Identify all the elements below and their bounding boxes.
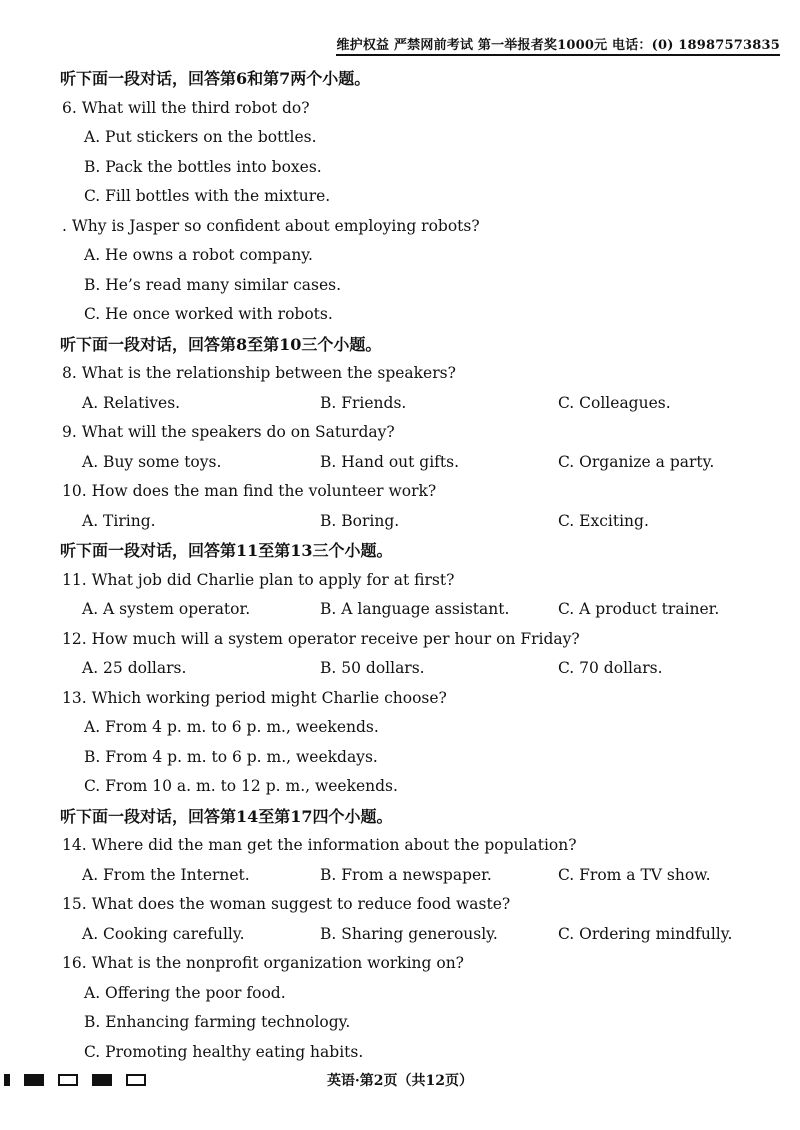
option-b: B. Sharing generously. — [320, 924, 498, 943]
option-text: A. He owns a robot company. — [84, 246, 313, 264]
page-footer: 英语·第2页（共12页） — [326, 1073, 474, 1089]
question-text: 10. How does the man find the volunteer work? — [62, 482, 437, 500]
option-text: A. Put stickers on the bottles. — [84, 128, 317, 146]
option-text: C. From 10 a. m. to 12 p. m., weekends. — [84, 777, 398, 795]
option-b: B. Hand out gifts. — [320, 452, 460, 471]
option-text: C. Fill bottles with the mixture. — [84, 187, 331, 205]
question-text: 14. Where did the man get the information about the population? — [62, 836, 577, 854]
options-row — [62, 389, 782, 419]
question-text: 16. What is the nonprofit organization working on? — [62, 954, 464, 972]
option-a: A. Buy some toys. — [82, 452, 222, 471]
header-note: 维护权益 严禁网前考试 第一举报者奖1000元 电话：(0) 18987573835 — [336, 34, 780, 56]
option-text: B. Pack the bottles into boxes. — [84, 157, 322, 176]
question-list — [62, 64, 782, 1067]
option-c: C. From a TV show. — [558, 865, 711, 884]
option-text: A. From 4 p. m. to 6 p. m., weekends. — [84, 718, 379, 736]
question-text: 15. What does the woman suggest to reduce food waste? — [62, 895, 511, 913]
section-instruction: 听下面一段对话，回答第6和第7两个小题。 — [60, 69, 371, 88]
option-a: A. 25 dollars. — [82, 659, 187, 677]
question-text: 6. What will the third robot do? — [62, 98, 310, 117]
option-c: C. Ordering mindfully. — [558, 924, 733, 943]
question-text: 12. How much will a system operator receive per hour on Friday? — [62, 629, 580, 648]
option-a: A. From the Internet. — [82, 865, 250, 884]
option-c: C. Colleagues. — [558, 393, 671, 412]
option-b: B. Boring. — [320, 511, 400, 530]
option-text: B. From 4 p. m. to 6 p. m., weekdays. — [84, 747, 378, 766]
question-text: 11. What job did Charlie plan to apply for at first? — [62, 570, 455, 589]
section-instruction: 听下面一段对话，回答第8至第10三个小题。 — [60, 334, 382, 354]
option-b: B. 50 dollars. — [320, 659, 425, 677]
option-a: A. A system operator. — [82, 600, 251, 618]
options-row — [62, 507, 782, 537]
option-text: A. Offering the poor food. — [84, 983, 286, 1002]
option-a: A. Cooking carefully. — [82, 924, 245, 943]
option-text: B. He’s read many similar cases. — [84, 275, 342, 294]
section-instruction: 听下面一段对话，回答第11至第13三个小题。 — [60, 541, 393, 560]
option-b: B. A language assistant. — [320, 600, 510, 618]
option-b: B. From a newspaper. — [320, 865, 492, 884]
option-c: C. A product trainer. — [558, 600, 720, 618]
options-row — [62, 654, 782, 684]
option-text: C. He once worked with robots. — [84, 305, 333, 323]
option-a: A. Relatives. — [82, 393, 181, 412]
option-c: C. 70 dollars. — [558, 659, 663, 677]
question-text: 13. Which working period might Charlie choose? — [62, 688, 447, 707]
option-text: C. Promoting healthy eating habits. — [84, 1042, 364, 1061]
option-b: B. Friends. — [320, 393, 407, 412]
option-c: C. Organize a party. — [558, 452, 715, 471]
option-c: C. Exciting. — [558, 511, 649, 530]
question-text: 9. What will the speakers do on Saturday? — [62, 423, 395, 441]
option-text: B. Enhancing farming technology. — [84, 1013, 351, 1031]
options-row — [62, 595, 782, 625]
option-a: A. Tiring. — [82, 511, 156, 530]
question-text: . Why is Jasper so confident about employing robots? — [62, 216, 480, 235]
options-row — [62, 920, 782, 950]
question-text: 8. What is the relationship between the speakers? — [62, 364, 456, 382]
section-instruction: 听下面一段对话，回答第14至第17四个小题。 — [60, 806, 393, 826]
options-row — [62, 861, 782, 891]
options-row — [62, 448, 782, 478]
